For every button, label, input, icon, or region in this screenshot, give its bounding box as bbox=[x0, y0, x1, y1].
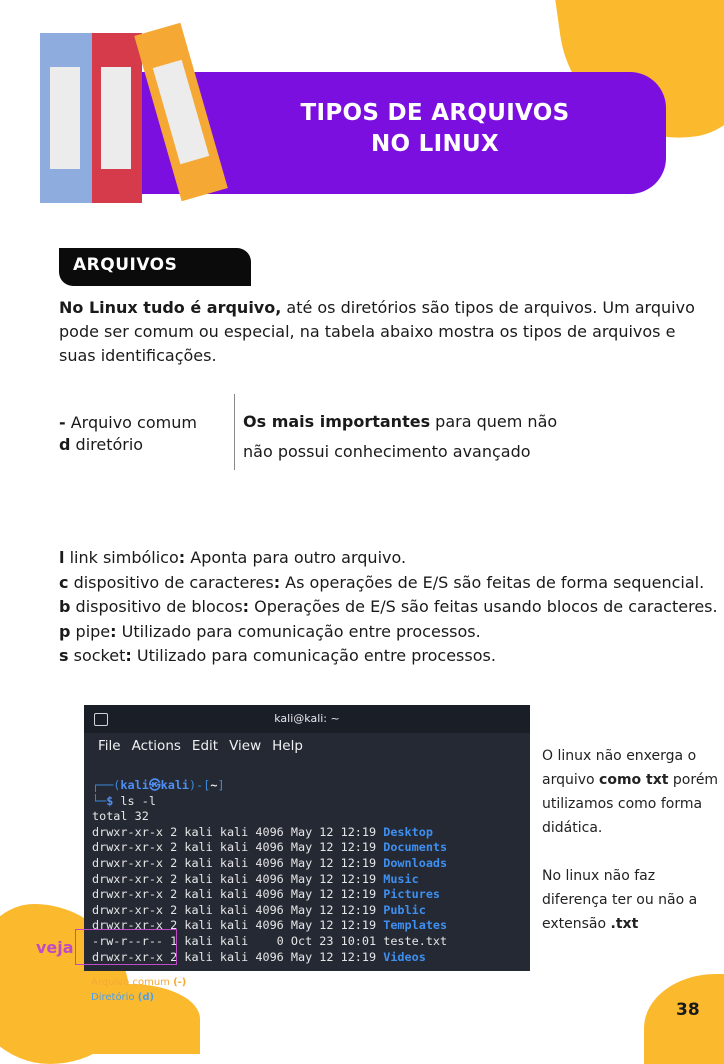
menu-view: View bbox=[229, 738, 262, 754]
importance-note bbox=[243, 407, 557, 467]
type-symbol: p bbox=[59, 621, 71, 641]
prompt-part: ┌──( bbox=[92, 778, 121, 792]
book-red-icon bbox=[92, 33, 142, 203]
small-legend-symbol: (d) bbox=[137, 992, 155, 1003]
row-name: Desktop bbox=[383, 824, 433, 839]
type-colon: : bbox=[110, 621, 117, 641]
type-symbol: s bbox=[59, 646, 69, 665]
table-row bbox=[92, 872, 447, 888]
book-blue-icon bbox=[40, 33, 92, 203]
row-meta: 2 kali kali 4096 May 12 12:19 bbox=[163, 824, 384, 839]
row-meta: 2 kali kali 4096 May 12 12:19 bbox=[163, 887, 384, 902]
side-note-p2 bbox=[542, 864, 722, 936]
type-desc: As operações de E/S são feitas de forma sequencial. bbox=[280, 572, 705, 592]
prompt-part: )-[ bbox=[189, 778, 211, 792]
legend-item-common bbox=[59, 411, 197, 435]
prompt-dir: ~ bbox=[210, 778, 218, 792]
type-name: dispositivo de caracteres bbox=[68, 572, 274, 592]
small-legend bbox=[91, 975, 186, 1005]
list-item bbox=[59, 644, 724, 669]
row-perm: drwxr-xr-x bbox=[92, 855, 164, 870]
row-perm: drwxr-xr-x bbox=[92, 871, 164, 886]
legend-symbol: d bbox=[59, 435, 71, 454]
command-text: ls -l bbox=[113, 793, 156, 808]
table-row bbox=[92, 825, 447, 841]
type-symbol: l bbox=[59, 548, 65, 567]
type-symbol: b bbox=[59, 597, 71, 616]
type-desc: Operações de E/S são feitas usando blocos de caracteres. bbox=[249, 597, 718, 616]
row-name: Pictures bbox=[383, 887, 441, 902]
type-desc: Aponta para outro arquivo. bbox=[185, 548, 407, 567]
veja-label: veja bbox=[36, 938, 74, 957]
list-item bbox=[59, 620, 724, 645]
legend-item-directory bbox=[59, 433, 143, 457]
row-name: teste.txt bbox=[383, 933, 448, 948]
small-legend-text: Arquivo comum bbox=[91, 977, 174, 988]
menu-file: File bbox=[98, 738, 121, 754]
type-name: dispositivo de blocos bbox=[70, 597, 243, 616]
prompt-dollar: $ bbox=[106, 793, 114, 808]
type-colon: : bbox=[242, 597, 250, 616]
row-perm: drwxr-xr-x bbox=[92, 918, 164, 933]
type-symbol: c bbox=[59, 572, 69, 592]
table-row bbox=[92, 840, 447, 856]
small-legend-directory bbox=[91, 990, 186, 1005]
row-meta: 2 kali kali 4096 May 12 12:19 bbox=[163, 871, 384, 886]
note-line-2: não possui conhecimento avançado bbox=[243, 442, 531, 461]
small-legend-common bbox=[91, 975, 186, 990]
row-perm: drwxr-xr-x bbox=[92, 824, 164, 839]
row-meta: 2 kali kali 4096 May 12 12:19 bbox=[163, 902, 384, 917]
prompt-part: └─ bbox=[92, 793, 107, 808]
side-note bbox=[542, 744, 722, 936]
type-desc: Utilizado para comunicação entre processos. bbox=[116, 621, 481, 641]
table-row bbox=[92, 903, 447, 919]
title-line-1: TIPOS DE ARQUIVOS bbox=[300, 100, 570, 126]
row-name: Music bbox=[383, 871, 419, 886]
row-perm: drwxr-xr-x bbox=[92, 840, 164, 855]
side-bold: como txt bbox=[599, 772, 669, 788]
type-colon: : bbox=[125, 646, 132, 665]
note-bold: Os mais importantes bbox=[243, 412, 431, 431]
row-name: Public bbox=[383, 902, 426, 917]
terminal-title: kali@kali: ~ bbox=[274, 712, 340, 725]
row-meta: 1 kali kali 0 Oct 23 10:01 bbox=[163, 933, 384, 948]
legend-text: diretório bbox=[70, 435, 144, 454]
prompt-user: kali㉿kali bbox=[120, 778, 190, 792]
note-rest: para quem não bbox=[430, 412, 558, 431]
side-text: No linux não faz diferença ter ou não a extensão bbox=[542, 868, 698, 932]
row-meta: 2 kali kali 4096 May 12 12:19 bbox=[163, 949, 384, 964]
side-bold: .txt bbox=[610, 916, 639, 932]
menu-actions: Actions bbox=[131, 738, 181, 754]
section-heading bbox=[59, 248, 251, 286]
terminal-titlebar bbox=[84, 705, 530, 733]
intro-bold: No Linux tudo é arquivo, bbox=[59, 298, 282, 317]
type-name: socket bbox=[68, 646, 126, 665]
row-meta: 2 kali kali 4096 May 12 12:19 bbox=[163, 918, 384, 933]
table-row bbox=[92, 856, 447, 872]
menu-help: Help bbox=[272, 738, 303, 754]
total-line: total 32 bbox=[92, 809, 149, 824]
highlight-box bbox=[75, 929, 177, 965]
type-name: link simbólico bbox=[64, 548, 179, 567]
book-label bbox=[50, 67, 80, 169]
type-desc: Utilizado para comunicação entre processos. bbox=[131, 646, 496, 665]
list-item bbox=[59, 571, 724, 596]
book-label bbox=[101, 67, 131, 169]
side-text: O linux não enxerga o arquivo bbox=[542, 748, 697, 788]
side-text: porém utilizamos como forma didática. bbox=[542, 772, 719, 836]
small-legend-symbol: (-) bbox=[173, 977, 187, 988]
list-item bbox=[59, 546, 724, 571]
list-item bbox=[59, 595, 724, 620]
legend-text: Arquivo comum bbox=[65, 413, 197, 432]
intro-rest: até os diretórios são tipos de arquivos. Um arquivo pode ser comum ou especial, na tabela abaixo mostra os tipos de arquivos e suas identificações. bbox=[59, 298, 695, 365]
type-colon: : bbox=[178, 548, 186, 567]
small-legend-text: Diretório bbox=[91, 992, 138, 1003]
type-name: pipe bbox=[70, 621, 111, 641]
row-meta: 2 kali kali 4096 May 12 12:19 bbox=[163, 840, 384, 855]
row-meta: 2 kali kali 4096 May 12 12:19 bbox=[163, 855, 384, 870]
page-number: 38 bbox=[676, 1000, 700, 1020]
command-line bbox=[92, 794, 447, 810]
section-heading-text: ARQUIVOS bbox=[73, 255, 178, 275]
row-name: Downloads bbox=[383, 855, 448, 870]
legend-symbol: - bbox=[59, 413, 66, 432]
row-name: Videos bbox=[383, 949, 426, 964]
divider-line bbox=[234, 394, 235, 470]
spacer bbox=[542, 840, 722, 864]
table-row bbox=[92, 887, 447, 903]
side-note-p1 bbox=[542, 744, 722, 840]
page-title bbox=[260, 98, 610, 160]
row-name: Templates bbox=[383, 918, 448, 933]
title-line-2: NO LINUX bbox=[370, 131, 500, 157]
prompt-part: ] bbox=[217, 778, 225, 792]
row-perm: -rw-r--r-- bbox=[92, 933, 164, 948]
type-colon: : bbox=[273, 572, 281, 592]
row-perm: drwxr-xr-x bbox=[92, 902, 164, 917]
row-name: Documents bbox=[383, 840, 448, 855]
prompt-line bbox=[92, 778, 447, 794]
row-perm: drwxr-xr-x bbox=[92, 949, 164, 964]
intro-paragraph bbox=[59, 296, 714, 368]
row-perm: drwxr-xr-x bbox=[92, 887, 164, 902]
menu-edit: Edit bbox=[191, 738, 219, 754]
terminal-menu bbox=[98, 738, 314, 754]
file-types-list bbox=[59, 546, 724, 669]
